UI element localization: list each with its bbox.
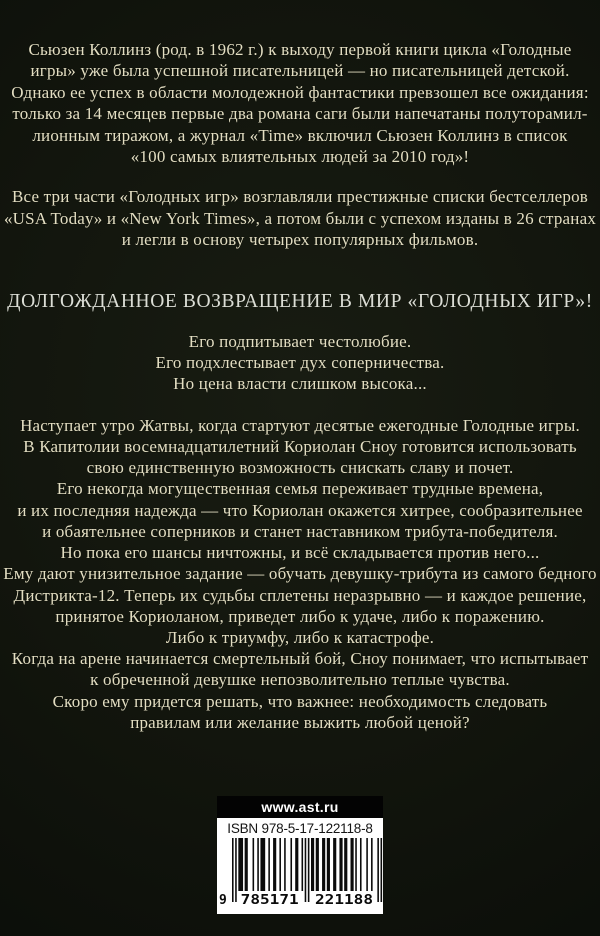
return-to-hunger-games-heading: ДОЛГОЖДАННОЕ ВОЗВРАЩЕНИЕ В МИР «ГОЛОДНЫХ ИГР»! [7, 290, 593, 312]
isbn-box [217, 818, 383, 914]
plot-annotation-paragraph: Наступает утро Жатвы, когда стартуют десятые ежегодные Голодные игры. В Капитолии восемнадцатилетний Кориолан Сноу готовится использовать свою единственную возможность снискать славу и почет. Его некогда могущественная семья переживает трудные времена, и их последняя надежда — что Кориолан окажется хитрее, сообразительнее и обаятельнее соперников и станет наставником трибута-победителя. Но пока его шансы ничтожны, и всё складывается против него... Ему дают унизительное задание — обучать девушку-трибута из самого бедного Дистрикта-12. Теперь их судьбы сплетены неразрывно — и каждое решение, принятое Кориоланом, приведет либо к удаче, либо к поражению. Либо к триумфу, либо к катастрофе. Когда на арене начинается смертельный бой, Сноу понимает, что испытывает к обреченной девушке непозволительно теплые чувства. Скоро ему придется решать, что важнее: необходимость следовать правилам или желание выжить любой ценой? [3, 415, 597, 732]
ean13-barcode-svg [217, 838, 384, 908]
svg-text:785171: 785171 [240, 893, 299, 908]
ean13-barcode [217, 838, 383, 908]
svg-text:221188: 221188 [315, 893, 374, 908]
publisher-website-text: www.ast.ru [261, 799, 339, 815]
teaser-lines: Его подпитывает честолюбие. Его подхлестывает дух соперничества. Но цена власти слишком высока... [155, 331, 445, 394]
publisher-website-bar [217, 796, 383, 818]
author-bio-paragraph: Сьюзен Коллинз (род. в 1962 г.) к выходу первой книги цикла «Голодные игры» уже была успешной писательницей — но писательницей детской. Однако ее успех в области молодежной фантастики превзошел все ожидания: только за 14 месяцев первые два романа саги были напечатаны полуторамил- лионным тиражом, а журнал «Time» включил Сьюзен Коллинз в список «100 самых влиятельных людей за 2010 год»! [11, 40, 589, 167]
bestseller-paragraph: Все три части «Голодных игр» возглавляли престижные списки бестселлеров «USA Today» и «New York Times», а потом были с успехом изданы в 26 странах и легли в основу четырех популярных фильмов. [3, 187, 597, 250]
isbn-footer-block [217, 796, 383, 914]
svg-text:9: 9 [219, 893, 227, 908]
isbn-number: ISBN 978-5-17-122118-8 [227, 821, 373, 836]
